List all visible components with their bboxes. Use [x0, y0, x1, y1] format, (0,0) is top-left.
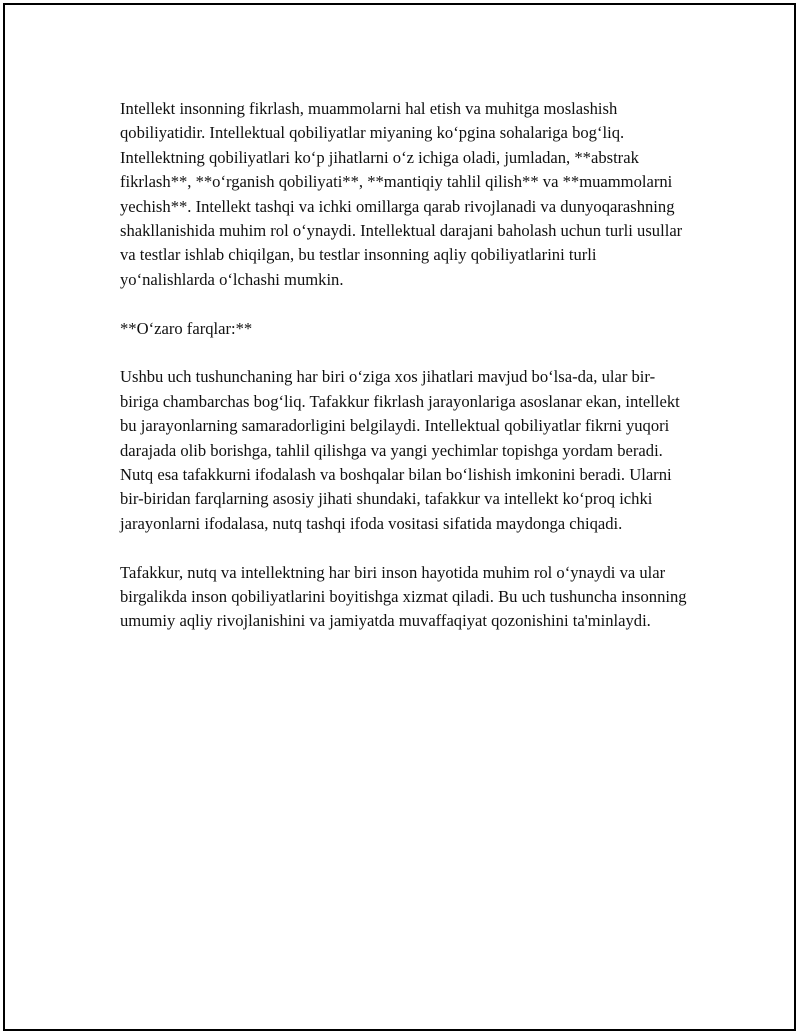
paragraph-heading-ozaro-farqlar: **Oʻzaro farqlar:**: [120, 318, 253, 338]
paragraph-farqlar: Ushbu uch tushunchaning har biri oʻziga xos jihatlari mavjud boʻlsa-da, ular bir-biriga chambarchas bogʻliq. Tafakkur fikrlash jarayonlariga asoslanar ekan, intellekt bu jarayonlarning samaradorligini belgilaydi. Intellektual qobiliyatlar fikrni yuqori darajada olib borishga, tahlil qilishga va yangi yechimlar topishga yordam beradi. Nutq esa tafakkurni ifodalash va boshqalar bilan boʻlishish imkonini beradi. Ularni bir-biridan farqlarning asosiy jihati shundaki, tafakkur va intellekt koʻproq ichki jarayonlarni ifodalasa, nutq tashqi ifoda vositasi sifatida maydonga chiqadi.: [120, 367, 680, 533]
document-page: [3, 3, 796, 1031]
document-body: [120, 97, 692, 658]
paragraph-xulosa: Tafakkur, nutq va intellektning har biri inson hayotida muhim rol oʻynaydi va ular birgalikda inson qobiliyatlarini boyitishga xizmat qiladi. Bu uch tushuncha insonning umumiy aqliy rivojlanishini va jamiyatda muvaffaqiyat qozonishini ta'minlaydi.: [120, 562, 687, 631]
paragraph-intellekt: Intellekt insonning fikrlash, muammolarni hal etish va muhitga moslashish qobiliyatidir. Intellektual qobiliyatlar miyaning koʻpgina sohalariga bogʻliq. Intellektning qobiliyatlari koʻp jihatlarni oʻz ichiga oladi, jumladan, **abstrak fikrlash**, **oʻrganish qobiliyati**, **mantiqiy tahlil qilish** va **muammolarni yechish**. Intellekt tashqi va ichki omillarga qarab rivojlanadi va dunyoqarashning shakllanishida muhim rol oʻynaydi. Intellektual darajani baholash uchun turli usullar va testlar ishlab chiqilgan, bu testlar insonning aqliy qobiliyatlarini turli yoʻnalishlarda oʻlchashi mumkin.: [120, 99, 683, 289]
